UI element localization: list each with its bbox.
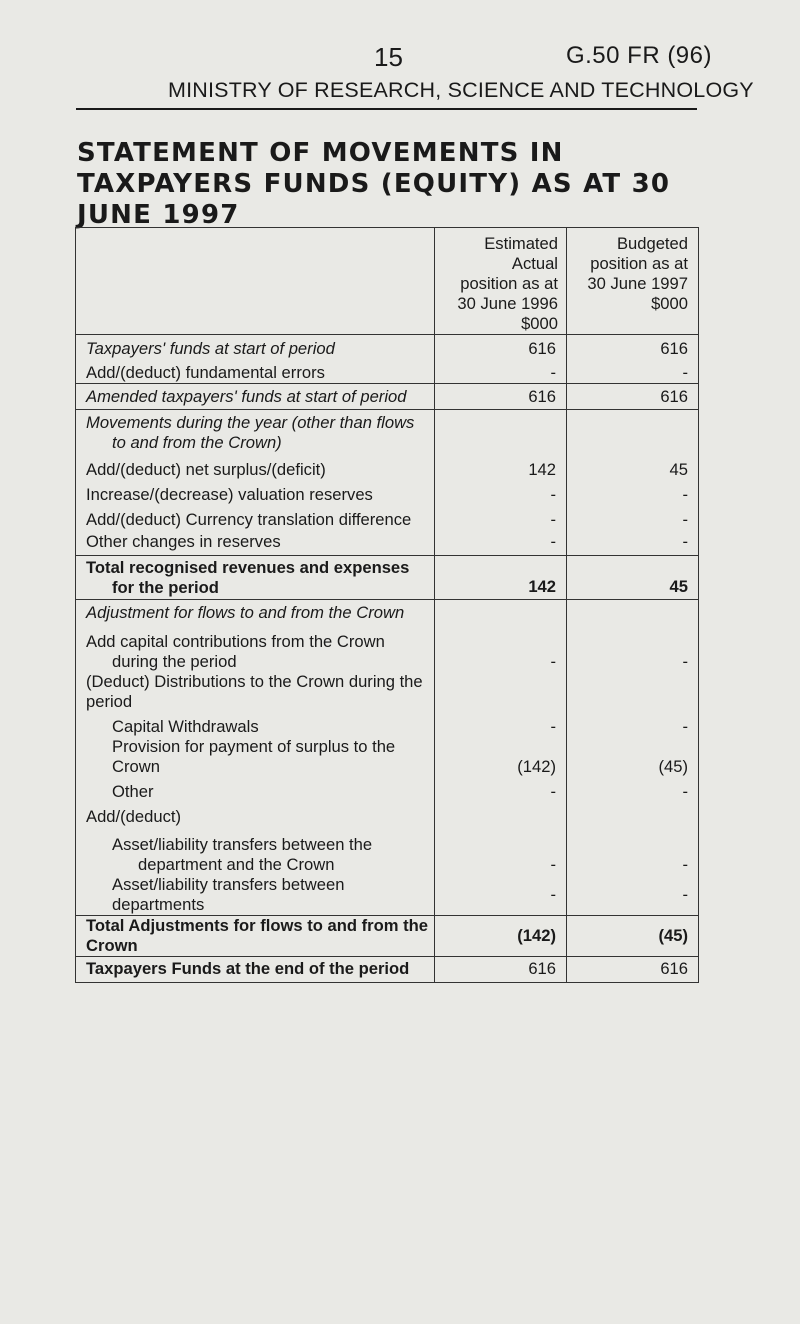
row-estimated-value: - <box>435 626 567 672</box>
row-estimated-value: 616 <box>435 384 567 410</box>
table-row <box>76 600 699 626</box>
row-budgeted-value <box>567 410 699 456</box>
table-row <box>76 777 699 802</box>
header-estimated-l4: $000 <box>521 314 558 333</box>
header-budgeted-l4: $000 <box>651 294 688 313</box>
row-label: Asset/liability transfers between departments <box>112 874 345 914</box>
row-label: Other <box>112 781 154 801</box>
row-label: (Deduct) Distributions to the Crown during the period <box>86 671 423 711</box>
row-label <box>76 410 435 456</box>
row-label-line1: Movements during the year (other than flows <box>86 413 415 432</box>
row-budgeted-value: - <box>567 777 699 802</box>
row-estimated-value: 142 <box>435 556 567 600</box>
table-row <box>76 530 699 556</box>
row-label: Add/(deduct) Currency translation difference <box>86 509 412 529</box>
row-budgeted-value: (45) <box>567 737 699 777</box>
row-label: Other changes in reserves <box>86 532 281 552</box>
header-estimated-l1: Estimated Actual <box>484 234 558 273</box>
row-budgeted-value: - <box>567 480 699 505</box>
header-estimated-l2: position as at <box>460 274 558 293</box>
row-label: Provision for payment of surplus to the Crown <box>112 736 396 776</box>
header-budgeted-l3: 30 June 1997 <box>587 274 688 293</box>
statement-title: STATEMENT OF MOVEMENTS IN TAXPAYERS FUNDS (EQUITY) AS AT 30 JUNE 1997 <box>77 138 671 230</box>
row-label-line1: Total recognised revenues and expenses <box>86 557 410 577</box>
table-row <box>76 410 699 456</box>
row-estimated-value: - <box>435 827 567 875</box>
table-row <box>76 802 699 827</box>
ministry-heading: MINISTRY OF RESEARCH, SCIENCE AND TECHNOLOGY <box>168 78 754 102</box>
header-budgeted <box>567 228 699 335</box>
row-label-line1: Asset/liability transfers between the <box>112 834 373 854</box>
row-budgeted-value: - <box>567 827 699 875</box>
header-estimated-actual <box>435 228 567 335</box>
row-estimated-value: (142) <box>435 915 567 956</box>
row-estimated-value: - <box>435 712 567 737</box>
header-label-cell <box>76 228 435 335</box>
row-label: Adjustment for flows to and from the Crown <box>86 602 405 622</box>
row-label: Add/(deduct) <box>86 806 182 826</box>
table-header-row <box>76 228 699 335</box>
row-estimated-value: 142 <box>435 456 567 480</box>
row-budgeted-value: - <box>567 875 699 916</box>
row-budgeted-value: 616 <box>567 335 699 359</box>
header-budgeted-l1: Budgeted <box>616 234 688 253</box>
page-number: 15 <box>374 42 403 72</box>
row-estimated-value <box>435 600 567 626</box>
table-row <box>76 672 699 712</box>
header-rule <box>76 108 697 110</box>
row-label-line2: to and from the Crown) <box>112 433 282 452</box>
row-label <box>76 827 435 875</box>
row-label: Add/(deduct) net surplus/(deficit) <box>86 459 326 479</box>
row-budgeted-value <box>567 802 699 827</box>
row-budgeted-value <box>567 600 699 626</box>
table-row <box>76 956 699 982</box>
row-label: Increase/(decrease) valuation reserves <box>86 484 373 504</box>
table-row <box>76 480 699 505</box>
row-budgeted-value: (45) <box>567 915 699 956</box>
table-row <box>76 827 699 875</box>
row-label-line2: for the period <box>112 577 219 597</box>
row-budgeted-value <box>567 672 699 712</box>
row-label-line1: Add capital contributions from the Crown <box>86 631 385 651</box>
row-label: Add/(deduct) fundamental errors <box>86 363 325 382</box>
row-estimated-value: (142) <box>435 737 567 777</box>
row-budgeted-value: 616 <box>567 384 699 410</box>
table-row <box>76 556 699 600</box>
row-label <box>76 626 435 672</box>
row-estimated-value: 616 <box>435 335 567 359</box>
row-label: Capital Withdrawals <box>112 716 259 736</box>
header-budgeted-l2: position as at <box>590 254 688 273</box>
row-budgeted-value: 45 <box>567 556 699 600</box>
row-label: Taxpayers' funds at start of period <box>76 335 435 359</box>
table-row <box>76 384 699 410</box>
row-estimated-value: - <box>435 480 567 505</box>
row-estimated-value: - <box>435 359 567 384</box>
row-budgeted-value: - <box>567 359 699 384</box>
row-estimated-value: - <box>435 530 567 556</box>
row-estimated-value: 616 <box>435 956 567 982</box>
row-estimated-value: - <box>435 875 567 916</box>
row-label: Amended taxpayers' funds at start of period <box>76 384 435 410</box>
row-budgeted-value: - <box>567 712 699 737</box>
row-budgeted-value: - <box>567 505 699 530</box>
table-row <box>76 915 699 956</box>
row-budgeted-value: 45 <box>567 456 699 480</box>
equity-movements-table <box>75 227 699 983</box>
row-label: Total Adjustments for flows to and from the Crown <box>76 915 435 956</box>
table-row <box>76 456 699 480</box>
row-estimated-value <box>435 410 567 456</box>
row-label-line2: department and the Crown <box>138 854 335 874</box>
table-row <box>76 712 699 737</box>
row-estimated-value: - <box>435 777 567 802</box>
table-row <box>76 626 699 672</box>
row-budgeted-value: - <box>567 626 699 672</box>
table-row <box>76 505 699 530</box>
table-row <box>76 875 699 916</box>
row-budgeted-value: - <box>567 530 699 556</box>
row-label: Taxpayers Funds at the end of the period <box>76 956 435 982</box>
table-row <box>76 737 699 777</box>
row-label <box>76 556 435 600</box>
row-estimated-value <box>435 672 567 712</box>
row-budgeted-value: 616 <box>567 956 699 982</box>
document-reference: G.50 FR (96) <box>565 42 712 69</box>
table-row <box>76 359 699 384</box>
row-estimated-value: - <box>435 505 567 530</box>
row-estimated-value <box>435 802 567 827</box>
row-label-line2: during the period <box>112 651 237 671</box>
header-estimated-l3: 30 June 1996 <box>457 294 558 313</box>
table-row <box>76 335 699 359</box>
